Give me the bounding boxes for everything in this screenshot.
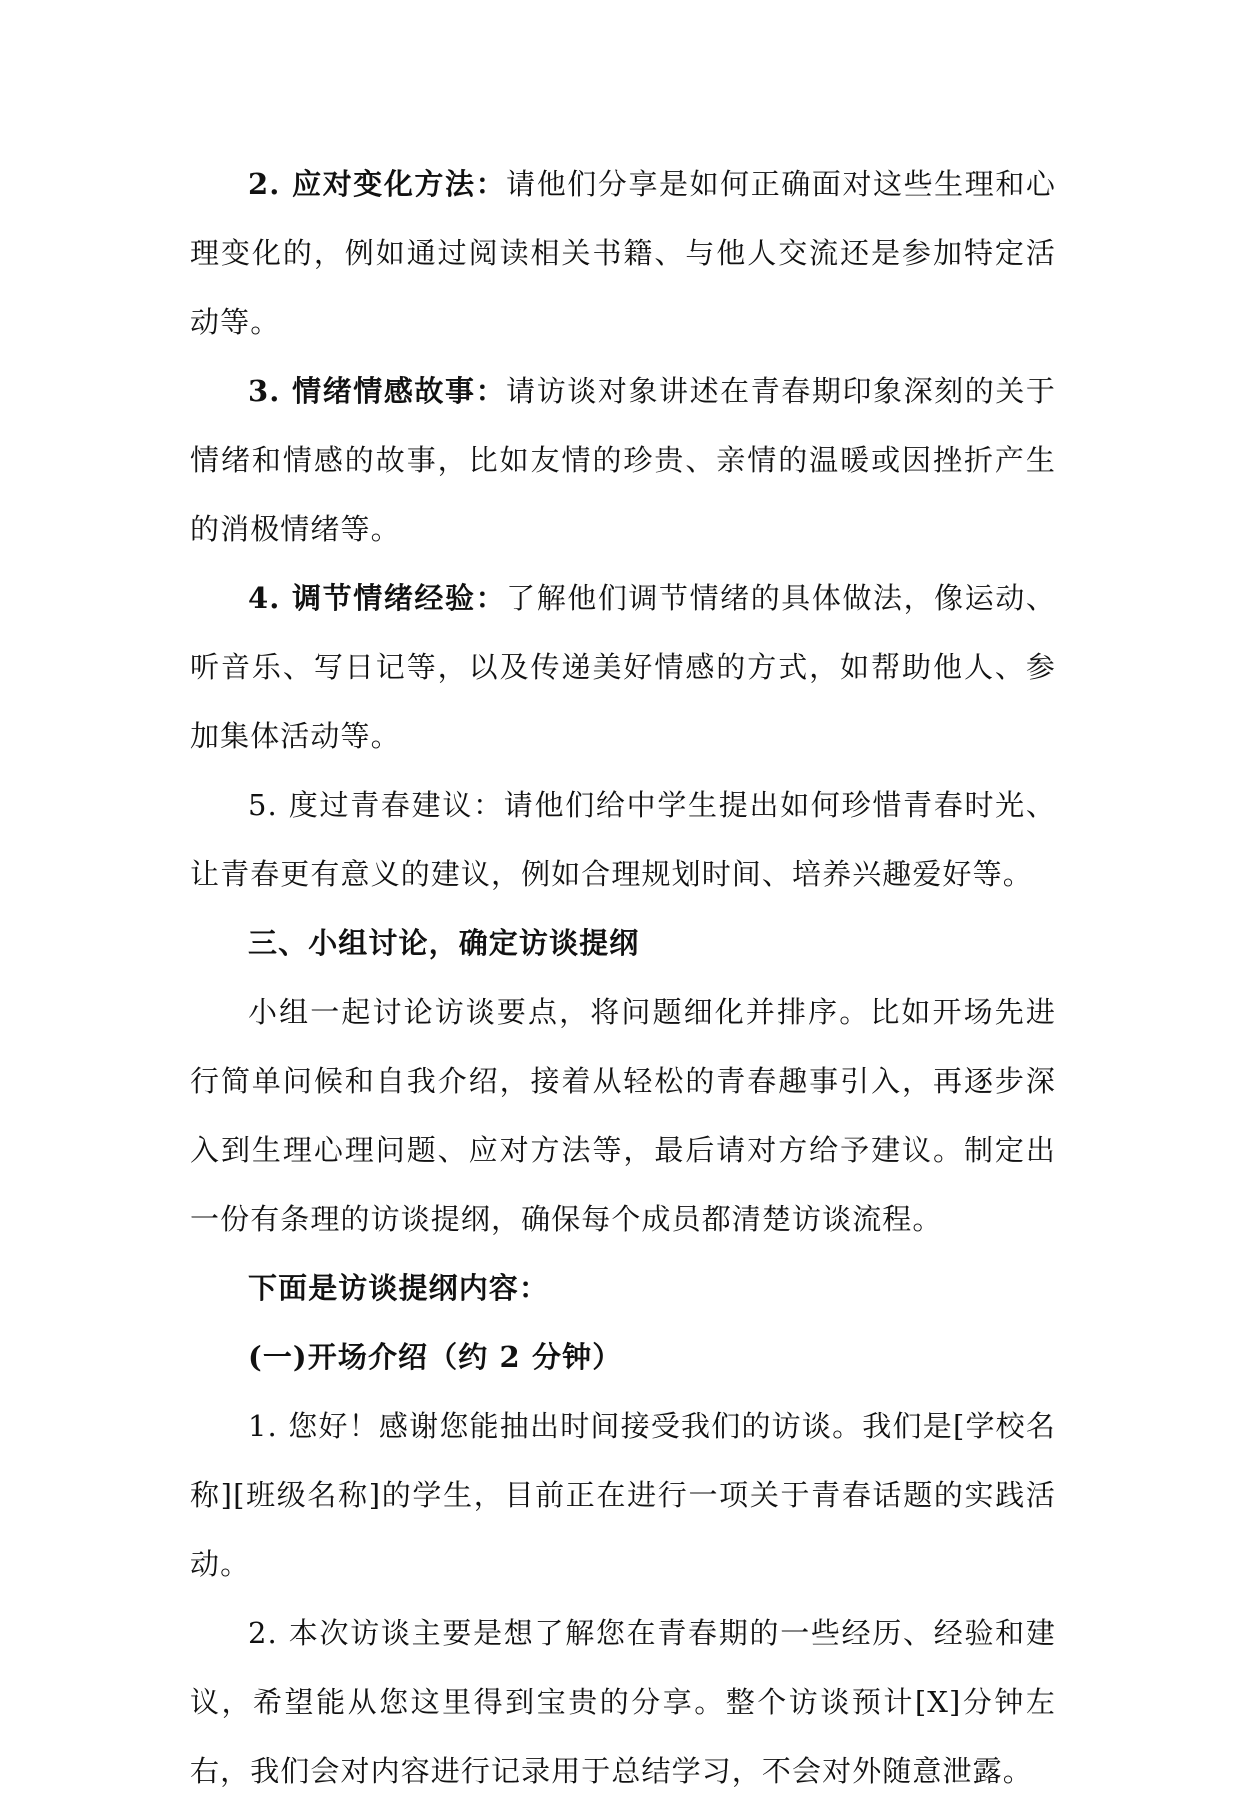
paragraph-text: 请他们分享是如何正确面对这些生理和心理变化的，例如通过阅读相关书籍、与他人交流还是参加特定活动等。 xyxy=(190,167,1056,339)
opening-item: 1. 您好！感谢您能抽出时间接受我们的访谈。我们是[学校名称][班级名称]的学生，目前正在进行一项关于青春话题的实践活动。 xyxy=(190,1409,1056,1581)
paragraph-youth-advice xyxy=(190,771,1056,909)
section-title: 三、小组讨论，确定访谈提纲 xyxy=(248,926,640,960)
document-body xyxy=(190,150,1056,1806)
paragraph-lead: 4. 调节情绪经验： xyxy=(248,581,507,615)
paragraph-emotion-regulation xyxy=(190,564,1056,771)
paragraph-text: 请访谈对象讲述在青春期印象深刻的关于情绪和情感的故事，比如友情的珍贵、亲情的温暖或因挫折产生的消极情绪等。 xyxy=(190,374,1056,546)
paragraph-lead: 3. 情绪情感故事： xyxy=(248,374,507,408)
outline-intro: 下面是访谈提纲内容： xyxy=(248,1271,550,1305)
paragraph-coping-methods xyxy=(190,150,1056,357)
paragraph-lead: 2. 应对变化方法： xyxy=(248,167,507,201)
opening-item: 2. 本次访谈主要是想了解您在青春期的一些经历、经验和建议，希望能从您这里得到宝贵的分享。整个访谈预计[X]分钟左右，我们会对内容进行记录用于总结学习，不会对外随意泄露。 xyxy=(190,1616,1056,1788)
subsection-title: (一)开场介绍（约 2 分钟） xyxy=(248,1340,623,1374)
paragraph-text: 了解他们调节情绪的具体做法，像运动、听音乐、写日记等，以及传递美好情感的方式，如帮助他人、参加集体活动等。 xyxy=(190,581,1056,753)
paragraph-discussion: 小组一起讨论访谈要点，将问题细化并排序。比如开场先进行简单问候和自我介绍，接着从轻松的青春趣事引入，再逐步深入到生理心理问题、应对方法等，最后请对方给予建议。制定出一份有条理的访谈提纲，确保每个成员都清楚访谈流程。 xyxy=(190,995,1056,1236)
paragraph-emotion-stories xyxy=(190,357,1056,564)
paragraph-text: 5. 度过青春建议：请他们给中学生提出如何珍惜青春时光、让青春更有意义的建议，例如合理规划时间、培养兴趣爱好等。 xyxy=(190,788,1056,891)
